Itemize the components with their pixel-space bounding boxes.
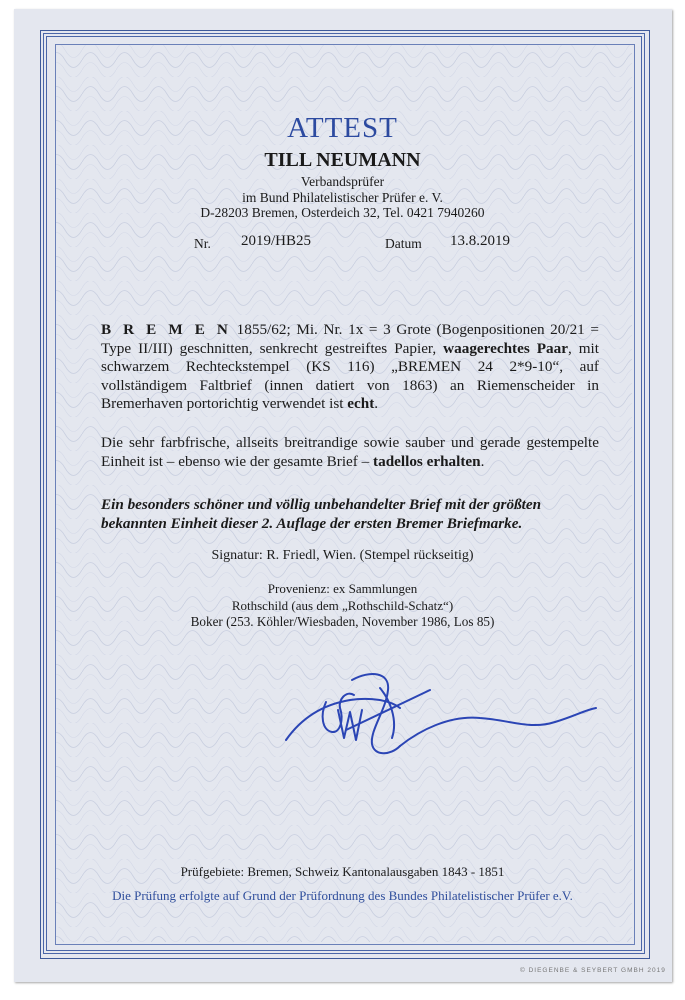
number-label: Nr. [194, 236, 211, 251]
description-paragraph [101, 321, 599, 414]
highlight-paragraph [101, 496, 599, 533]
examiner-name: TILL NEUMANN [264, 149, 421, 171]
date-label: Datum [385, 236, 422, 251]
description-text-b: , mit schwarzem Rechteckstempel (KS 116) „BREMEN 24 2*9-10“, auf vollständigem Faltbrief (innen datiert von 1863) an Riemenscheider in Bremerhaven portorichtig verwendet ist [101, 339, 600, 413]
condition-paragraph [101, 434, 599, 471]
condition-end: . [480, 452, 485, 470]
certificate-title: ATTEST [287, 112, 398, 144]
description-text-a: 1855/62; Mi. Nr. 1x = 3 Grote (Bogenpositionen 20/21 = Type II/III) geschnitten, senkrecht gestreiftes Papier, [101, 321, 599, 357]
number-value: 2019/HB25 [241, 233, 312, 249]
signature-note: Signatur: R. Friedl, Wien. (Stempel rückseitig) [211, 548, 474, 563]
examination-areas: Prüfgebiete: Bremen, Schweiz Kantonalausgaben 1843 - 1851 [180, 864, 505, 879]
description-end: . [374, 395, 379, 413]
condition-bold: tadellos erhalten [373, 452, 481, 470]
description-bold-pair: waagerechtes Paar [443, 339, 568, 357]
country-heading: B R E M E N [101, 321, 232, 338]
provenance-line-1: Rothschild (aus dem „Rothschild-Schatz“) [231, 598, 454, 613]
examiner-association: im Bund Philatelistischer Prüfer e. V. [242, 190, 443, 205]
condition-text: Die sehr farbfrische, allseits breitrandige sowie sauber und gerade gestempelte Einheit ist – ebenso wie der gesamte Brief – [101, 434, 599, 470]
description-bold-genuine: echt [347, 395, 375, 413]
provenance-line-2: Boker (253. Köhler/Wiesbaden, November 1986, Los 85) [190, 614, 495, 629]
copyright-notice: © DIEGENBE & SEYBERT GMBH 2019 [520, 967, 666, 974]
highlight-line-2: bekannten Einheit dieser 2. Auflage der ersten Bremer Briefmarke. [101, 514, 523, 532]
handwritten-signature [280, 660, 600, 770]
highlight-line-1: Ein besonders schöner und völlig unbehandelter Brief mit der größten [101, 496, 542, 513]
examiner-role: Verbandsprüfer [300, 174, 385, 189]
date-value: 13.8.2019 [450, 233, 510, 249]
examiner-address: D-28203 Bremen, Osterdeich 32, Tel. 0421 7940260 [200, 205, 485, 220]
examination-regulation: Die Prüfung erfolgte auf Grund der Prüfordnung des Bundes Philatelistischer Prüfer e.V. [112, 888, 573, 903]
provenance-heading: Provenienz: ex Sammlungen [267, 581, 418, 596]
